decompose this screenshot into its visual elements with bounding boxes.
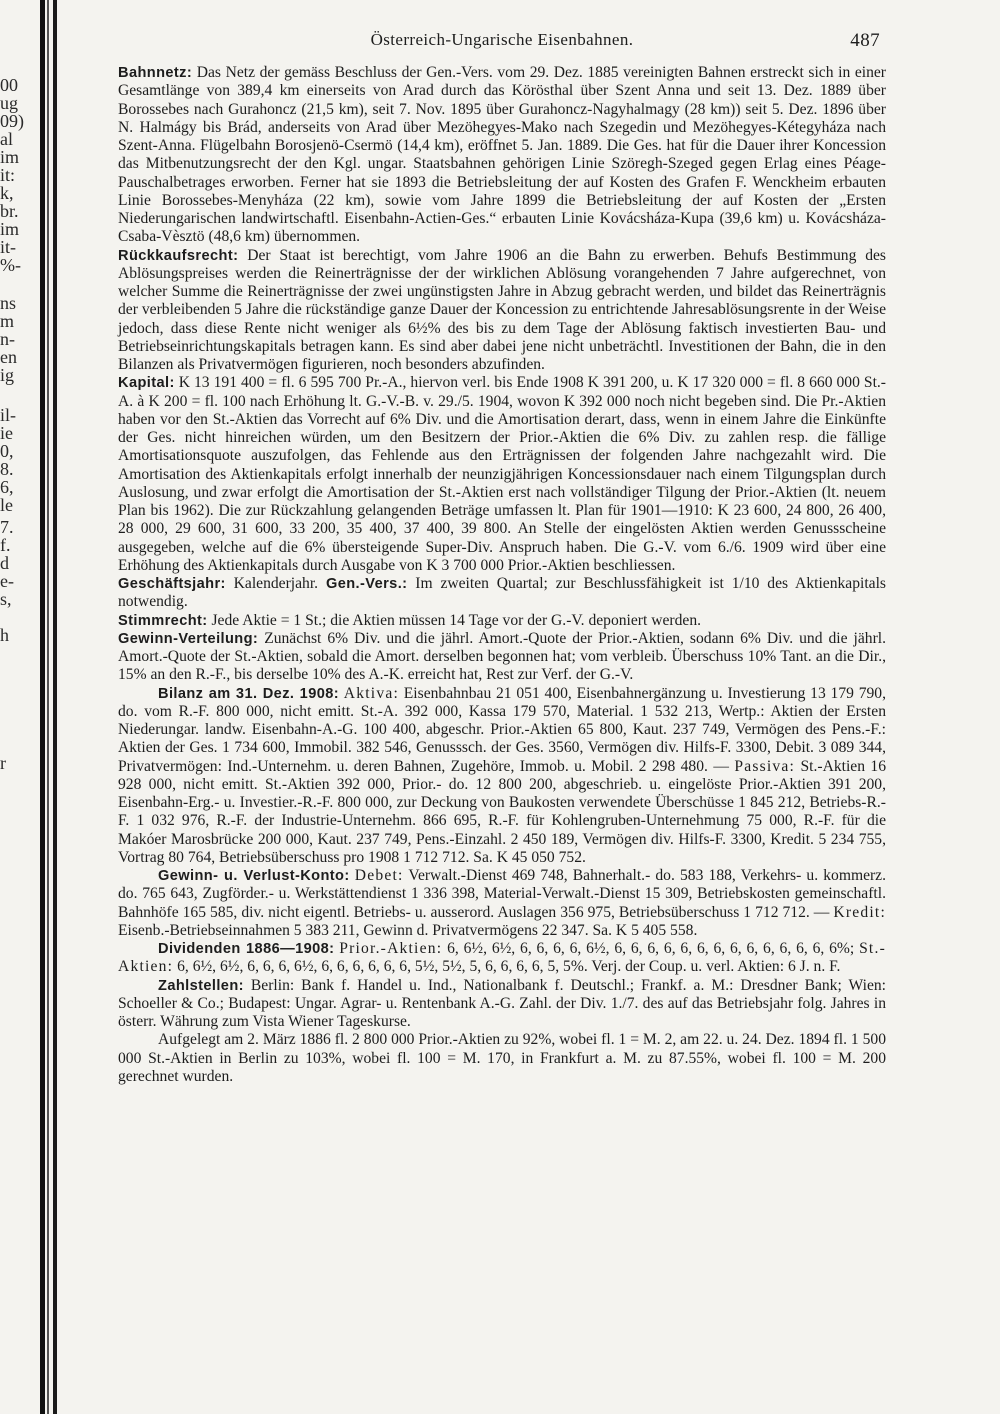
st-aktien-text: 6, 6½, 6½, 6, 6, 6, 6½, 6, 6, 6, 6, 6, 6, 5½, 5½, 5, 6, 6, 6, 6, 5, 5%. Verj. der Coup. u. verl. Aktien: 6 J. n. F. bbox=[177, 958, 841, 976]
document-page bbox=[118, 30, 886, 1086]
section-heading: Gewinn- u. Verlust-Konto: bbox=[158, 868, 350, 884]
section-kapital bbox=[118, 374, 886, 575]
margin-fragment: it- bbox=[0, 237, 16, 257]
section-text: Jede Aktie = 1 St.; die Aktien müssen 14 Tage vor der G.-V. deponiert werden. bbox=[211, 611, 702, 629]
kredit-label: Kredit: bbox=[833, 903, 886, 921]
prior-aktien-label: Prior.-Aktien: bbox=[339, 940, 443, 957]
st-aktien-label: St.-Aktien: bbox=[118, 940, 886, 976]
margin-fragment: 6, bbox=[0, 477, 14, 497]
margin-fragment: ns bbox=[0, 293, 17, 313]
section-heading: Gewinn-Verteilung: bbox=[118, 630, 259, 647]
section-heading-gen-vers: Gen.-Vers.: bbox=[325, 576, 408, 592]
debet-text: Verwalt.-Dienst 469 748, Bahnerhalt.- do. 583 188, Verkehrs- u. kommerz. do. 765 643, Zugförder.- u. Werkstättendienst 1 336 398, Material-Verwalt.-Dienst 15 309, Betriebskosten gemeinschaftl. Bahnhöfe 165 585, div. nicht eigentl. Betriebs- u. ausserord. Auslagen 356 975, Betriebsüberschuss 1 712 712. — bbox=[118, 867, 887, 921]
prior-aktien-text: 6, 6½, 6½, 6, 6, 6, 6, 6½, 6, 6, 6, 6, 6, 6, 6, 6, 6, 6, 6, 6, 6, 6%; bbox=[447, 940, 855, 957]
section-text: Zunächst 6% Div. und die jährl. Amort.-Quote der Prior.-Aktien, sodann 6% Div. und die jährl. Amort.-Quote der St.-Aktien, sobald die Amort. derselben begonnen hat; vom verbleib. Überschuss 10% Tant. an die Dir., 15% an den R.-F., bis derselbe 10% des A.-K. erreicht hat, Rest zur Verf. der G.-V. bbox=[118, 629, 887, 684]
margin-fragment: r bbox=[0, 753, 6, 773]
section-text: Kalenderjahr. bbox=[233, 575, 319, 592]
margin-fragment: m bbox=[0, 311, 15, 331]
margin-fragment: ig bbox=[0, 365, 15, 385]
margin-fragment: k, bbox=[0, 183, 14, 203]
section-zahlstellen bbox=[118, 977, 886, 1032]
margin-fragment: e- bbox=[0, 571, 14, 591]
section-heading: Zahlstellen: bbox=[158, 977, 244, 994]
margin-fragment: it: bbox=[0, 165, 16, 185]
section-heading: Stimmrecht: bbox=[118, 612, 208, 629]
passiva-text: St.-Aktien 16 928 000, nicht emitt. St.-Aktien 392 000, Prior.- do. 12 800 200, abgeschrieb. u. eingelöste Prior.-Aktien 391 200, Eisenbahn-Erg.- u. Investier.-R.-F. 800 000, zur Deckung von Baukosten verwendete Überschüsse 1 845 212, Betriebs-R.-F. 1 032 976, R.-F. der Industrie-Unternehm. 866 695, R.-F. für Kohlengruben-Unternehmung 75 000, R.-F. für die Makóer Marosbrücke 200 000, Kaut. 237 749, Pens.-Einzahl. 2 450 189, Vermögen div. Hilfs-F. 3300, Kredit. 5 234 755, Vortrag 80 764, Betriebsüberschuss pro 1908 1 712 712. Sa. K 45 050 752. bbox=[118, 757, 887, 866]
section-bilanz bbox=[118, 685, 886, 868]
margin-fragment: ie bbox=[0, 423, 13, 443]
aktiva-text: Eisenbahnbau 21 051 400, Eisenbahnergänzung u. Investierung 13 179 790, do. vom R.-F. 800 000, nicht emitt. St.-A. 392 000, Kassa 179 570, Material. 1 532 213, Wertp.: Aktien der Ersten Niederungar. landw. Eisenbahn-A.-G. 100 400, abgeschr. Prior.-Aktien 65 800, Kaut. 237 749, Vermögen des Pens.-F.: Aktien der Ges. 1 734 600, Immobil. 382 546, Genusssch. der Ges. 3560, Vermögen div. Hilfs-F. 3300, Debit. 3 089 344, Privatvermögen: Ind.-Unternehm. u. deren Bahnen, Zugehöre, Immob. u. Mobil. 2 298 480. — bbox=[118, 684, 886, 775]
section-stimmrecht bbox=[118, 612, 886, 630]
section-bahnnetz bbox=[118, 64, 886, 247]
binding-gutter-dark bbox=[40, 0, 45, 1414]
section-aufgelegt bbox=[118, 1031, 886, 1086]
section-text: K 13 191 400 = fl. 6 595 700 Pr.-A., hiervon verl. bis Ende 1908 K 391 200, u. K 17 320 000 = fl. 8 660 000 St.-A. à K 200 = fl. 100 nach Erhöhung lt. G.-V.-B. v. 29./5. 1904, wovon K 392 000 noch nicht begeben sind. Die Pr.-Aktien haben vor den St.-Aktien das Vorrecht auf 6% Div. und die Amortisation derart, dass, wenn in einem Jahre die Einkünfte der Ges. nicht hinreichen würden, um den Besitzern der Prior.-Aktien die 6% Div. zu zahlen resp. die fällige Amortisationsquote auszufolgen, das Fehlende aus den Erträgnissen der folgenden Jahre nachgezahlt wird. Die Amortisation des Aktienkapitals erfolgt innerhalb der neunzigjährigen Koncessionsdauer nach einem Tilgungsplan durch Auslosung, und zwar erfolgt die Amortisation der St.-Aktien erst nach vollständiger Tilgung der Prior.-Aktien (lt. neuem Plan bis 1962). Die zur Rückzahlung gelangenden Beträge umfassen lt. Plan für 1901—1910: K 23 600, 24 800, 26 400, 28 000, 29 600, 31 600, 33 200, 35 400, 37 400, 39 800. An Stelle der eingelösten Aktien werden Genussscheine ausgegeben, welche auf die 6% übersteigende Super-Div. Anspruch haben. Die G.-V. vom 6./6. 1909 wird über eine Erhöhung des Aktienkapitals durch Ausgabe von K 3 700 000 Prior.-Aktien beschliessen. bbox=[118, 374, 886, 574]
margin-fragment: im bbox=[0, 219, 20, 239]
margin-fragment: f. bbox=[0, 535, 11, 555]
margin-fragment: br. bbox=[0, 201, 19, 221]
margin-fragment: 7. bbox=[0, 517, 14, 537]
margin-fragment: n- bbox=[0, 329, 15, 349]
section-heading: Kapital: bbox=[118, 375, 175, 392]
section-heading: Dividenden 1886—1908: bbox=[158, 941, 335, 957]
margin-fragment: en bbox=[0, 347, 17, 367]
binding-gutter-edge bbox=[53, 0, 57, 1414]
section-heading: Geschäftsjahr: bbox=[118, 576, 226, 592]
margin-fragment: h bbox=[0, 625, 9, 645]
section-text: Das Netz der gemäss Beschluss der Gen.-Vers. vom 29. Dez. 1885 vereinigten Bahnen erstreckt sich in einer Gesamtlänge von 389,4 km einerseits von Arad durch das Körösthal über Szent Anna und seit 13. Dez. 1889 über Borossebes nach Gurahoncz (21,5 km), seit 7. Nov. 1895 über Gurahoncz-Nagyhalmagy (28 km)) seit 5. Dez. 1896 über N. Halmágy bis Brád, anderseits von Arad über Mezöhegyes-Mako nach Szegedin und Mezöhegyes-Kétegyháza nach Szent-Anna. Flügelbahn Borosjenö-Csermö (14,4 km), eröffnet 5. Jan. 1889. Die Ges. hat für die Dauer ihrer Koncession das Mitbenutzungsrecht der den Kgl. ungar. Staatsbahnen gehörigen Linie Szöregh-Szeged gegen Erlag eines Péage-Pauschalbetrages erworben. Ferner hat sie 1893 die Betriebsleitung der auf Kosten des Grafen F. Wenckheim erbauten Linie Borossebes-Menyháza (22 km), sowie vom Jahre 1899 die Betriebsleitung der auf Kosten der „Ersten Niederungarischen landwirtschaftl. Eisenbahn-Actien-Ges.“ erbauten Linie Kovácsháza-Kupa (39,6 km) u. Kovácsháza-Csaba-Vèsztö (48,6 km) übernommen. bbox=[118, 64, 887, 246]
section-gewinn-verlust bbox=[118, 867, 886, 940]
margin-fragment: im bbox=[0, 147, 20, 167]
margin-fragment: il- bbox=[0, 405, 16, 425]
section-text: Der Staat ist berechtigt, vom Jahre 1906 an die Bahn zu erwerben. Behufs Bestimmung des Ablösungspreises werden die Reinerträgnisse der der wirklichen Ablösung vorangehenden 7 Jahre aufgerechnet, von welcher Summe die Reinerträgnisse der zwei ungünstigsten Jahre in Abzug gebracht werden, und bildet das Reinerträgnis der verbleibenden 5 Jahre die rückständige ganze Dauer der Koncession zu entrichtende Jahresablösungsrente in der Weise jedoch, dass diese Rente nicht weniger als 6½% des bis zu dem Tage der Ablösung faktisch investierten Bau- und Betriebseinrichtungskapitals betragen kann. Es sind aber dabei jene nicht unbeträchtl. Investitionen der Bahn, die in den Bilanzen als Privatvermögen figurieren, noch besonders abzufinden. bbox=[118, 246, 886, 373]
margin-fragment: le bbox=[0, 495, 13, 515]
section-text: Berlin: Bank f. Handel u. Ind., Nationalbank f. Deutschl.; Frankf. a. M.: Dresdner Bank; Wien: Schoeller & Co.; Budapest: Ungar. Agrar- u. Rentenbank A.-G. Zahl. der Div. 1./7. des auf das Betriebsjahr folg. Jahres in österr. Währung zum Vista Wiener Tageskurse. bbox=[118, 976, 886, 1030]
section-geschaeftsjahr bbox=[118, 575, 886, 612]
aktiva-label: Aktiva: bbox=[343, 684, 399, 702]
margin-fragment: %- bbox=[0, 255, 21, 275]
kredit-text: Eisenb.-Betriebseinnahmen 5 383 211, Gewinn d. Privatvermögens 22 347. Sa. K 5 405 558. bbox=[118, 921, 698, 939]
debet-label: Debet: bbox=[354, 867, 404, 884]
margin-fragment: 09) bbox=[0, 111, 24, 131]
page-title: Österreich-Ungarische Eisenbahnen. bbox=[370, 30, 634, 49]
section-heading: Bahnnetz: bbox=[118, 65, 193, 81]
section-dividenden bbox=[118, 940, 886, 977]
section-heading: Rückkaufsrecht: bbox=[118, 247, 239, 264]
section-text: Aufgelegt am 2. März 1886 fl. 2 800 000 Prior.-Aktien zu 92%, wobei fl. 1 = M. 2, am 22. u. 24. Dez. 1894 fl. 1 500 000 St.-Aktien in Berlin zu 103%, wobei fl. 100 = M. 170, in Frankfurt a. M. zu 87.55%, wobei fl. 100 = M. 200 gerechnet wurden. bbox=[118, 1031, 886, 1085]
section-gewinn-verteilung bbox=[118, 630, 886, 685]
binding-gutter-line bbox=[47, 0, 49, 1414]
passiva-label: Passiva: bbox=[734, 757, 796, 775]
margin-fragment: al bbox=[0, 129, 13, 149]
margin-fragment: ug bbox=[0, 93, 18, 113]
page-number: 487 bbox=[850, 30, 880, 51]
margin-fragment: 0, bbox=[0, 441, 14, 461]
section-text-gen-vers: Im zweiten Quartal; zur Beschlussfähigkeit ist 1/10 des Aktienkapitals notwendig. bbox=[118, 575, 887, 611]
margin-fragment: 8. bbox=[0, 459, 14, 479]
section-heading: Bilanz am 31. Dez. 1908: bbox=[158, 685, 340, 702]
running-header bbox=[118, 30, 886, 64]
margin-fragment: s, bbox=[0, 589, 12, 609]
margin-fragment: 00 bbox=[0, 75, 18, 95]
margin-fragment: d bbox=[0, 553, 9, 573]
section-rueckkaufsrecht bbox=[118, 247, 886, 375]
